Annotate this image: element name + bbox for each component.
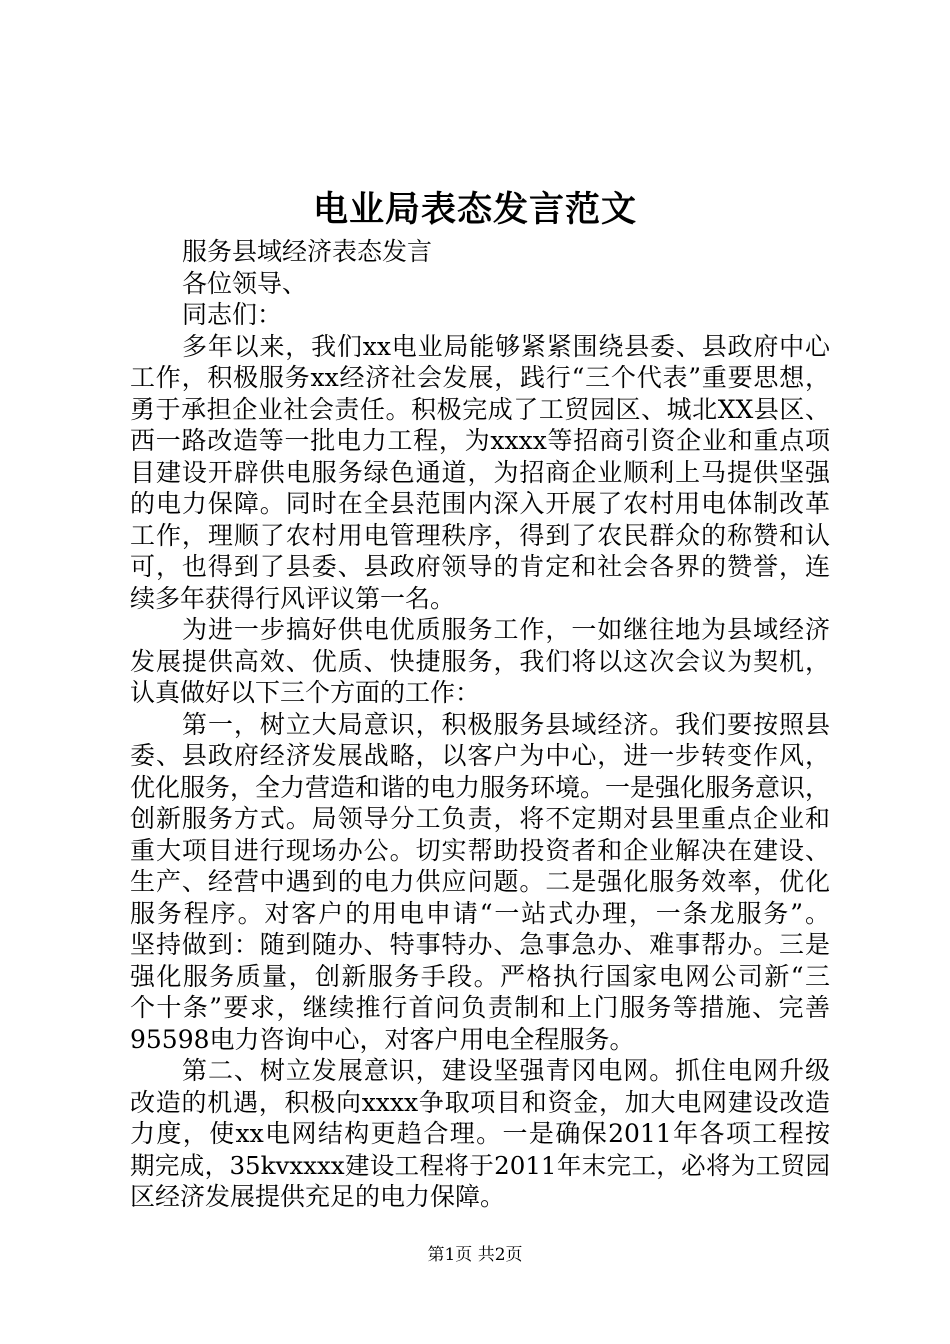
document-line: 的电力保障。同时在全县范围内深入开展了农村用电体制改革 <box>130 489 830 518</box>
document-line: 委、县政府经济发展战略，以客户为中心，进一步转变作风， <box>130 741 830 770</box>
document-title: 电业局表态发言范文 <box>312 189 637 230</box>
document-line: 重大项目进行现场办公。切实帮助投资者和企业解决在建设、 <box>130 835 830 865</box>
document-line: 坚持做到：随到随办、特事特办、急事急办、难事帮办。三是 <box>130 930 830 959</box>
document-line: 服务程序。对客户的用电申请“一站式办理，一条龙服务”。 <box>130 898 830 928</box>
document-line: 续多年获得行风评议第一名。 <box>130 583 456 613</box>
document-line: 优化服务，全力营造和谐的电力服务环境。一是强化服务意识， <box>130 772 831 802</box>
document-line: 勇于承担企业社会责任。积极完成了工贸园区、城北XX县区、 <box>130 394 830 424</box>
document-line: 工作，积极服务xx经济社会发展，践行“三个代表”重要思想， <box>130 363 830 392</box>
document-line: 为进一步搞好供电优质服务工作，一如继往地为县域经济 <box>182 615 830 644</box>
document-line: 发展提供高效、优质、快捷服务，我们将以这次会议为契机， <box>130 646 830 676</box>
document-line: 强化服务质量，创新服务手段。严格执行国家电网公司新“三 <box>130 961 830 991</box>
page-footer: 第1页 共2页 <box>427 1245 523 1265</box>
document-line: 目建设开辟供电服务绿色通道，为招商企业顺利上马提供坚强 <box>130 457 830 487</box>
document-line: 期完成，35kvxxxx建设工程将于2011年末完工，必将为工贸园 <box>130 1150 830 1180</box>
document-line: 可，也得到了县委、县政府领导的肯定和社会各界的赞誉，连 <box>130 552 830 581</box>
document-line: 第二、树立发展意识，建设坚强青冈电网。抓住电网升级 <box>182 1056 830 1085</box>
document-line: 认真做好以下三个方面的工作： <box>130 678 481 707</box>
document-line: 区经济发展提供充足的电力保障。 <box>130 1182 506 1211</box>
document-line: 个十条”要求，继续推行首问负责制和上门服务等措施、完善 <box>130 993 830 1022</box>
document-body <box>130 236 830 1213</box>
document-line: 服务县域经济表态发言 <box>182 237 433 266</box>
document-line: 创新服务方式。局领导分工负责，将不定期对县里重点企业和 <box>130 804 830 833</box>
document-line: 改造的机遇，积极向xxxx争取项目和资金，加大电网建设改造 <box>130 1087 830 1117</box>
document-line: 95598电力咨询中心，对客户用电全程服务。 <box>130 1024 635 1054</box>
document-line: 力度，使xx电网结构更趋合理。一是确保2011年各项工程按 <box>130 1119 830 1148</box>
document-line: 各位领导、 <box>182 268 308 298</box>
document-line: 生产、经营中遇到的电力供应问题。二是强化服务效率，优化 <box>130 867 830 896</box>
document-line: 第一，树立大局意识，积极服务县域经济。我们要按照县 <box>182 709 830 739</box>
document-line: 多年以来，我们xx电业局能够紧紧围绕县委、县政府中心 <box>182 331 830 361</box>
document-line: 同志们： <box>182 300 283 329</box>
document-line: 工作，理顺了农村用电管理秩序，得到了农民群众的称赞和认 <box>130 520 830 550</box>
document-line: 西一路改造等一批电力工程，为xxxx等招商引资企业和重点项 <box>130 426 830 455</box>
